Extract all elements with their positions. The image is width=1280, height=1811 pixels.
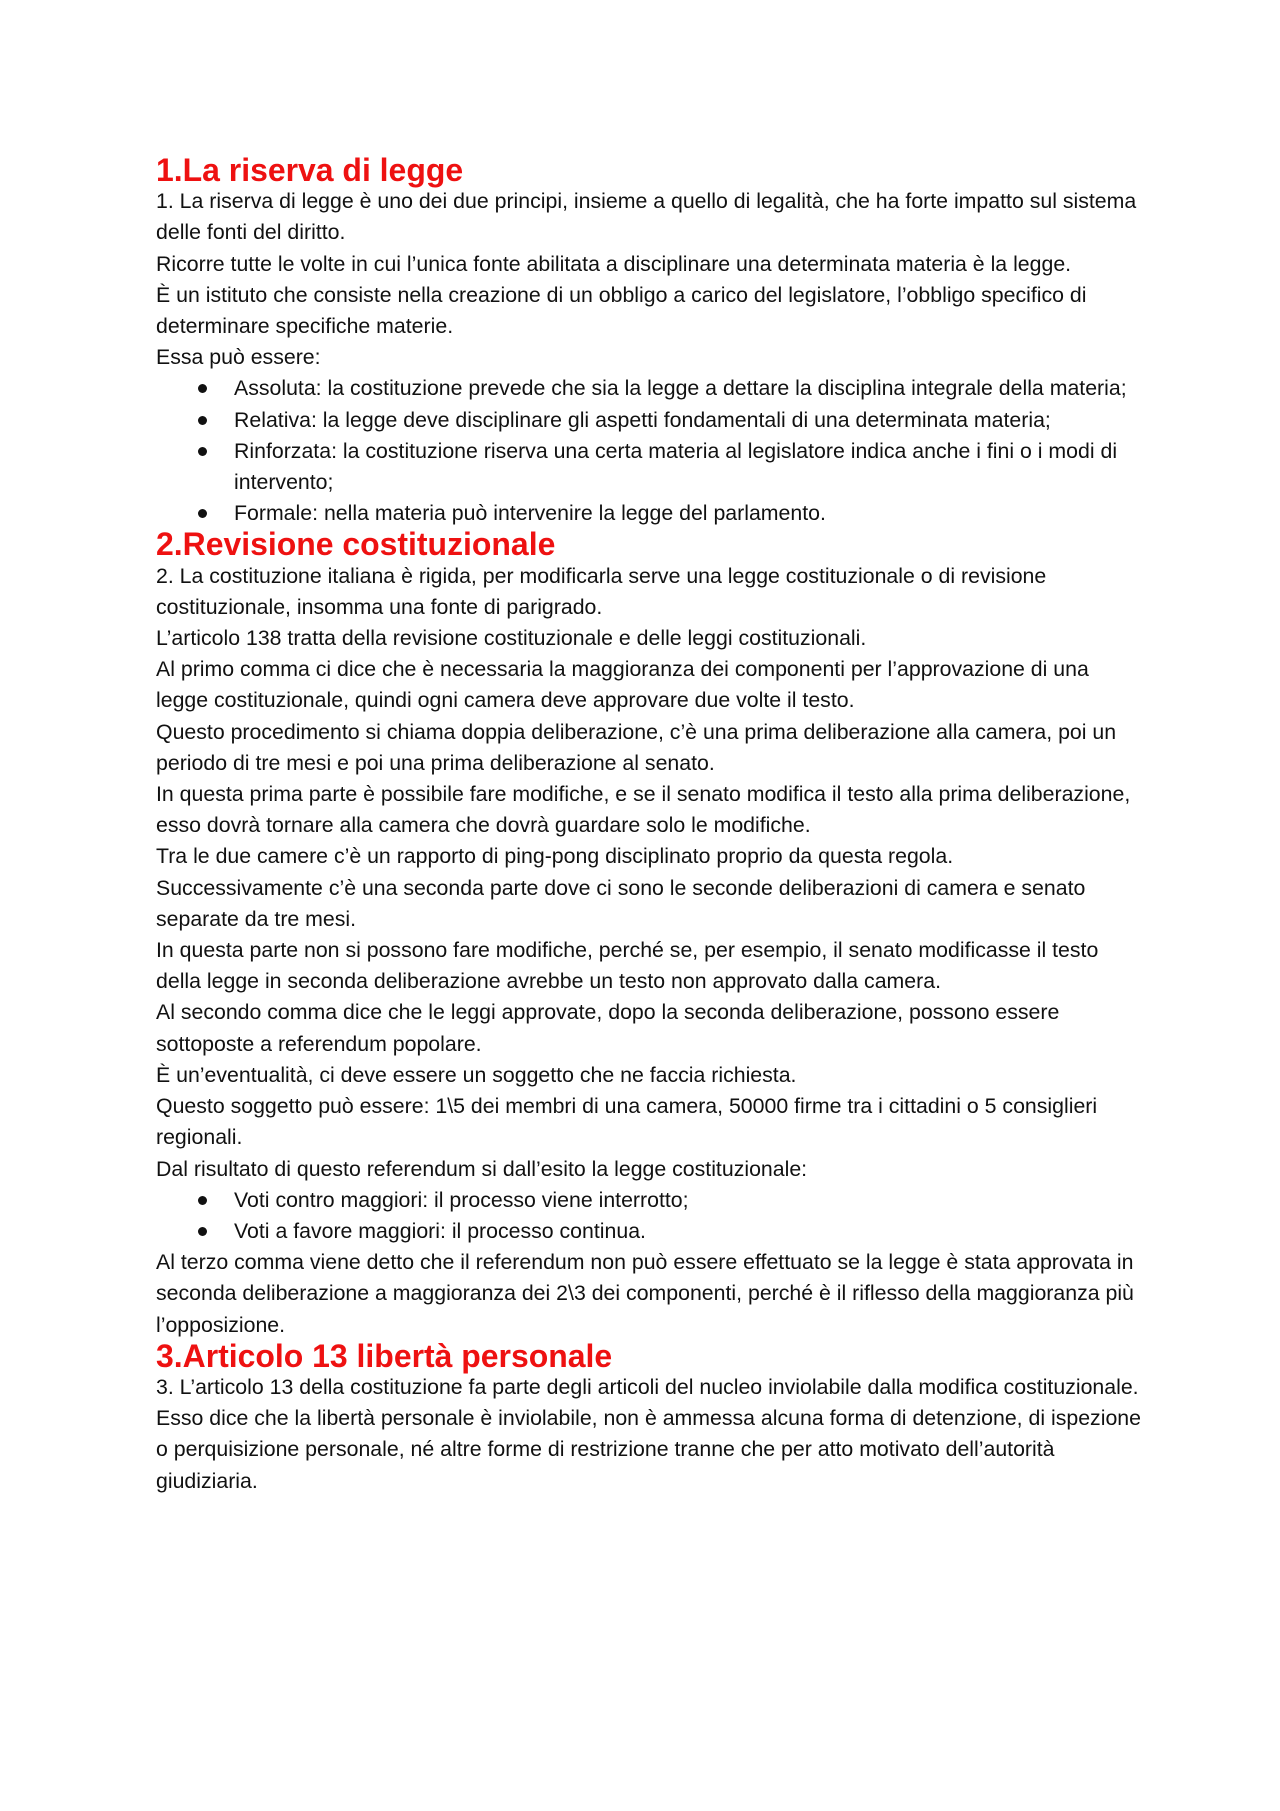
paragraph: Questo soggetto può essere: 1\5 dei membri di una camera, 50000 firme tra i cittadini o 5 consiglieri regionali. (156, 1094, 1098, 1150)
paragraph: Essa può essere: (156, 345, 321, 370)
bullet-icon (198, 1227, 207, 1236)
bullet-icon (198, 1196, 207, 1205)
list-item-text: Rinforzata: la costituzione riserva una certa materia al legislatore indica anche i fini o i modi di intervento; (234, 438, 1118, 495)
paragraph: Tra le due camere c’è un rapporto di ping-pong disciplinato proprio da questa regola. (156, 844, 954, 869)
bullet-icon (198, 509, 207, 518)
bullet-list (156, 373, 1146, 529)
list-item-text: Assoluta: la costituzione prevede che sia la legge a dettare la disciplina integrale della materia; (234, 376, 1127, 401)
paragraph: 1. La riserva di legge è uno dei due principi, insieme a quello di legalità, che ha forte impatto sul sistema delle fonti del diritto. (156, 189, 1137, 245)
bullet-list (156, 1185, 1146, 1247)
list-item (234, 373, 1146, 404)
list-item (234, 498, 1146, 529)
paragraph: 3. L’articolo 13 della costituzione fa parte degli articoli del nucleo inviolabile dalla modifica costituzionale. Esso dice che la libertà personale è inviolabile, non è ammessa alcuna forma di detenzione, di ispezione o perquisizione personale, né altre forme di restrizione tranne che per atto motivato dell’autorità giudiziaria. (156, 1374, 1141, 1493)
paragraph: Al secondo comma dice che le leggi approvate, dopo la seconda deliberazione, possono essere sottoposte a referendum popolare. (156, 1000, 1060, 1056)
paragraph: È un’eventualità, ci deve essere un soggetto che ne faccia richiesta. (156, 1062, 797, 1087)
list-item (234, 405, 1146, 436)
paragraph: È un istituto che consiste nella creazione di un obbligo a carico del legislatore, l’obbligo specifico di determinare specifiche materie. (156, 282, 1087, 339)
section-heading: 1.La riserva di legge (156, 152, 464, 188)
paragraph: Questo procedimento si chiama doppia deliberazione, c’è una prima deliberazione alla camera, poi un periodo di tre mesi e poi una prima deliberazione al senato. (156, 719, 1117, 775)
paragraph: 2. La costituzione italiana è rigida, per modificarla serve una legge costituzionale o di revisione costituzionale, insomma una fonte di parigrado. (156, 563, 1047, 619)
list-item-text: Voti contro maggiori: il processo viene interrotto; (234, 1187, 689, 1212)
bullet-icon (198, 416, 207, 425)
paragraph: In questa prima parte è possibile fare modifiche, e se il senato modifica il testo alla prima deliberazione, esso dovrà tornare alla camera che dovrà guardare solo le modifiche. (156, 782, 1131, 838)
paragraph: Al primo comma ci dice che è necessaria la maggioranza dei componenti per l’approvazione di una legge costituzionale, quindi ogni camera deve approvare due volte il testo. (156, 657, 1089, 713)
list-item-text: Relativa: la legge deve disciplinare gli aspetti fondamentali di una determinata materia; (234, 407, 1051, 432)
section-revisione-costituzionale (156, 526, 1146, 1340)
section-heading: 2.Revisione costituzionale (156, 526, 556, 563)
paragraph: Dal risultato di questo referendum si dall’esito la legge costituzionale: (156, 1156, 808, 1181)
section-riserva-di-legge (156, 152, 1146, 529)
paragraph: L’articolo 138 tratta della revisione costituzionale e delle leggi costituzionali. (156, 626, 867, 651)
paragraph: Ricorre tutte le volte in cui l’unica fonte abilitata a disciplinare una determinata materia è la legge. (156, 251, 1072, 276)
list-item (234, 436, 1146, 498)
section-heading: 3.Articolo 13 libertà personale (156, 1337, 613, 1374)
list-item-text: Voti a favore maggiori: il processo continua. (234, 1218, 646, 1243)
paragraph: Al terzo comma viene detto che il referendum non può essere effettuato se la legge è stata approvata in seconda deliberazione a maggioranza dei 2\3 dei componenti, perché è il riflesso della maggioranza più l’opposizione. (156, 1250, 1134, 1337)
paragraph: In questa parte non si possono fare modifiche, perché se, per esempio, il senato modificasse il testo della legge in seconda deliberazione avrebbe un testo non approvato dalla camera. (156, 938, 1099, 994)
document-page (156, 152, 1146, 1497)
list-item (234, 1185, 1146, 1216)
bullet-icon (198, 447, 207, 456)
section-articolo-13 (156, 1337, 1146, 1497)
bullet-icon (198, 384, 207, 393)
paragraph: Successivamente c’è una seconda parte dove ci sono le seconde deliberazioni di camera e senato separate da tre mesi. (156, 875, 1086, 931)
list-item-text: Formale: nella materia può intervenire la legge del parlamento. (234, 501, 826, 526)
list-item (234, 1216, 1146, 1247)
